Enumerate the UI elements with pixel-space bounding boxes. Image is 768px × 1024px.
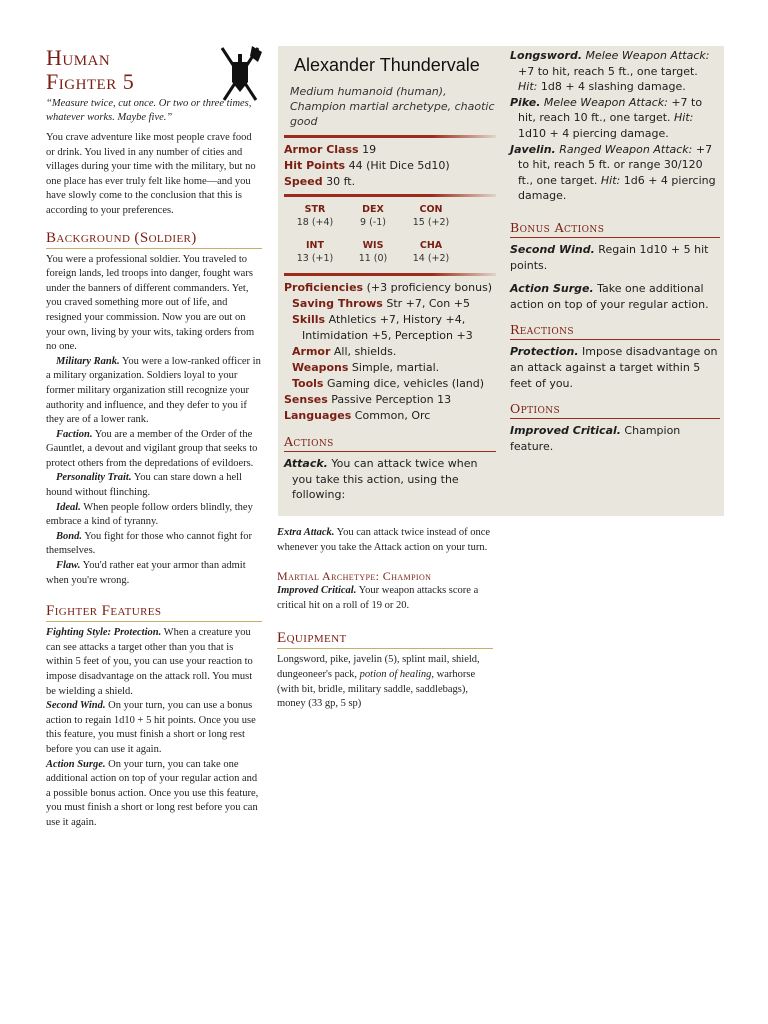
longsword-entry [510,48,720,95]
flaw-text: You'd rather eat your armor than admit when you're wrong. [46,560,246,586]
javelin-label: Javelin. [510,142,556,156]
stat-block [278,46,724,516]
protection-label: Protection. [510,345,579,359]
speed-label: Speed [284,175,323,188]
languages-value: Common, Orc [351,409,431,422]
proficiencies-value: (+3 proficiency bonus) [363,281,493,294]
extra-attack-label: Extra Attack. [277,527,335,538]
features-heading: Fighter Features [46,602,262,622]
speed-line [284,174,496,190]
title-line-1: Human [46,45,111,70]
longsword-hit: 1d8 + 4 slashing damage. [537,80,686,94]
equipment-heading: Equipment [277,629,493,649]
second-wind-paragraph [46,699,262,757]
features-section [46,626,262,830]
attack-text: You can attack twice when you take this action, using the following: [292,457,478,502]
second-wind-label: Second Wind. [46,700,106,712]
speed-value: 30 ft. [322,175,356,188]
ability-value: 14 (+2) [412,253,450,264]
divider [284,194,496,197]
archetype-heading: Martial Archetype: Champion [277,569,432,584]
senses-value: Passive Perception 13 [327,393,452,406]
equipment-text-2: , warhorse (with bit, bridle, military saddle, saddlebags), money (33 gp, 5 sp) [277,668,476,710]
ability-value: 13 (+1) [296,253,334,264]
tools-label: Tools [292,377,324,390]
proficiencies-label: Proficiencies [284,281,364,294]
bond-text: You fight for those who cannot fight for themselves. [46,530,252,557]
left-column [46,44,262,831]
armor-class-value: 19 [358,143,377,156]
improved-critical-label: Improved Critical. [277,585,357,597]
armor-class-label: Armor Class [284,143,359,156]
hit-points-value: 44 (Hit Dice 5d10) [345,159,450,172]
senses-line [284,392,496,408]
improved-critical-option [510,423,720,454]
armor-value: All, shields. [330,345,397,358]
equipment-potion: potion of healing [359,668,432,680]
weapons-label: Weapons [292,361,349,374]
ideal-text: When people follow orders blindly, they embrace a kind of tyranny. [46,501,253,528]
proficiencies-line [284,280,496,296]
attack-label: Attack. [284,457,328,470]
military-rank-label: Military Rank. [56,355,120,367]
fighting-style-paragraph [46,626,262,699]
pike-hit: 1d10 + 4 piercing damage. [518,126,669,140]
skills-value: Athletics +7, History +4, Intimidation +5, Perception +3 [302,313,473,342]
bonus-second-wind [510,242,720,273]
bonus-second-wind-text: Regain 1d10 + 5 hit points. [510,242,709,272]
bonus-second-wind-label: Second Wind. [510,242,595,256]
javelin-entry [510,142,720,204]
longsword-hit-label: Hit: [518,80,538,94]
ability-name: INT [306,240,324,251]
ideal-label: Ideal. [56,501,81,513]
background-text: You were a professional soldier. You traveled to foreign lands, led troops into danger, fought wars under the banners of different commanders. Yet, you craved something more out of life, and resigned your commission. Now you are out on your own, living by your wits, taking orders from no one. [46,253,255,353]
military-rank-paragraph [46,355,262,428]
languages-line [284,408,496,424]
saving-throws-value: Str +7, Con +5 [382,297,470,310]
ability-name: DEX [362,204,384,215]
pike-text: +7 to hit, reach 10 ft., one target. [518,95,703,125]
ability-value: 9 (-1) [360,217,386,228]
trait-label: Personality Trait. [56,472,132,484]
tools-line [284,376,496,392]
bonus-action-surge-label: Action Surge. [510,282,594,296]
middle-column [277,526,493,712]
flaw-label: Flaw. [56,560,81,572]
ability-wis [344,239,402,265]
longsword-type: Melee Weapon Attack: [582,49,710,62]
bonus-actions-heading: Bonus Actions [510,220,720,238]
improved-critical-label: Improved Critical. [510,424,621,438]
improved-critical-paragraph [277,584,493,613]
equipment-text-1: Longsword, pike, javelin (5), splint mail, shield, dungeoneer's pack, [277,654,480,680]
saving-throws-line [284,296,496,312]
flaw-paragraph [46,559,262,588]
bond-paragraph [46,530,262,559]
action-surge-paragraph [46,758,262,831]
stat-block-main [284,54,496,503]
ability-int [286,239,344,265]
hit-points-label: Hit Points [284,159,346,172]
longsword-label: Longsword. [510,49,583,62]
second-wind-text: On your turn, you can use a bonus action to regain 1d10 + 5 hit points. Once you use this feature, you must finish a short or long rest before you can use it again. [46,700,256,755]
bond-label: Bond. [56,530,82,542]
javelin-hit: 1d6 + 4 piercing damage. [518,173,716,203]
equipment-text [277,653,493,711]
languages-label: Languages [284,409,352,422]
faction-label: Faction. [56,428,93,440]
faction-paragraph [46,428,262,472]
bonus-action-surge [510,281,720,312]
ability-cha [402,239,460,265]
action-surge-text: On your turn, you can take one additional action on top of your regular action and a possible bonus action. Once you use this feature, you must finish a short or long rest before you can use it again. [46,758,259,828]
ability-name: WIS [362,240,384,251]
trait-paragraph [46,471,262,500]
actions-heading: Actions [284,434,496,452]
class-title [46,46,196,94]
armor-class-line [284,142,496,158]
ideal-paragraph [46,501,262,530]
fighting-style-label: Fighting Style: Protection. [46,627,162,639]
pike-type: Melee Weapon Attack: [540,95,668,109]
trait-text: You can stare down a hell hound without flinching. [46,472,242,499]
ability-str [286,203,344,229]
divider [284,273,496,276]
tools-value: Gaming dice, vehicles (land) [323,377,485,390]
title-line-2: Fighter 5 [46,69,135,94]
weapons-value: Simple, martial. [348,361,440,374]
pike-hit-label: Hit: [674,111,694,125]
character-name: Alexander Thundervale [294,55,480,75]
intro-paragraph: You crave adventure like most people crave food or drink. You lived in any number of cities and villages during your time with the military, but no one place has ever truly felt like home—and you have slowly come to the conclusion that this is according to your preferences. [46,132,256,216]
ability-name: STR [304,204,326,215]
javelin-hit-label: Hit: [600,173,621,187]
background-section [46,253,262,589]
longsword-text: +7 to hit, reach 5 ft., one target. [518,64,698,78]
armor-label: Armor [292,345,331,358]
skills-label: Skills [292,313,326,326]
weapons-line [284,360,496,376]
attack-paragraph [284,456,496,503]
ability-dex [344,203,402,229]
protection-reaction [510,344,720,391]
character-subtitle: Medium humanoid (human), Champion martial archetype, chaotic good [290,85,495,128]
skills-line [284,312,496,344]
military-rank-text: You were a low-ranked officer in a military organization. Soldiers loyal to your former military organization still recognize your authority and influence, and they defer to you if they are of a lower rank. [46,355,261,426]
divider [284,135,496,138]
senses-label: Senses [284,393,328,406]
ability-con [402,203,460,229]
action-surge-label: Action Surge. [46,758,106,770]
motto-quote: “Measure twice, cut once. Or two or three times, whatever works. Maybe five.” [46,98,252,123]
pike-entry [510,95,720,142]
javelin-text: +7 to hit, reach 5 ft. or range 30/120 ft., one target. [518,142,713,187]
saving-throws-label: Saving Throws [292,297,383,310]
ability-scores [286,203,496,265]
stat-block-side [510,48,720,454]
reactions-heading: Reactions [510,322,720,340]
faction-text: You are a member of the Order of the Gauntlet, a devout and vigilant group that seeks to protect others from the depredations of evildoers. [46,428,258,469]
ability-value: 15 (+2) [412,217,450,228]
ability-name: CON [419,204,443,215]
ability-value: 18 (+4) [296,217,334,228]
crossed-swords-shield-icon [216,44,264,108]
ability-value: 11 (0) [358,253,388,264]
extra-attack-text: You can attack twice instead of once whenever you take the Attack action on your turn. [277,527,491,553]
background-heading: Background (Soldier) [46,229,262,249]
options-heading: Options [510,401,720,419]
fighting-style-text: When a creature you can see attacks a target other than you that is within 5 feet of you, you can use your reaction to impose disadvantage on the attack roll. You must be wielding a shield. [46,627,253,697]
bonus-action-surge-text: Take one additional action on top of your regular action. [510,282,709,311]
extra-attack-paragraph [277,526,493,555]
protection-text: Impose disadvantage on an attack against a target within 5 feet of you. [510,345,718,390]
javelin-type: Ranged Weapon Attack: [555,142,693,156]
pike-label: Pike. [510,95,541,109]
armor-line [284,344,496,360]
improved-critical-text: Champion feature. [510,424,681,453]
improved-critical-text: Your weapon attacks score a critical hit on a roll of 19 or 20. [277,585,479,611]
ability-name: CHA [419,240,443,251]
hit-points-line [284,158,496,174]
